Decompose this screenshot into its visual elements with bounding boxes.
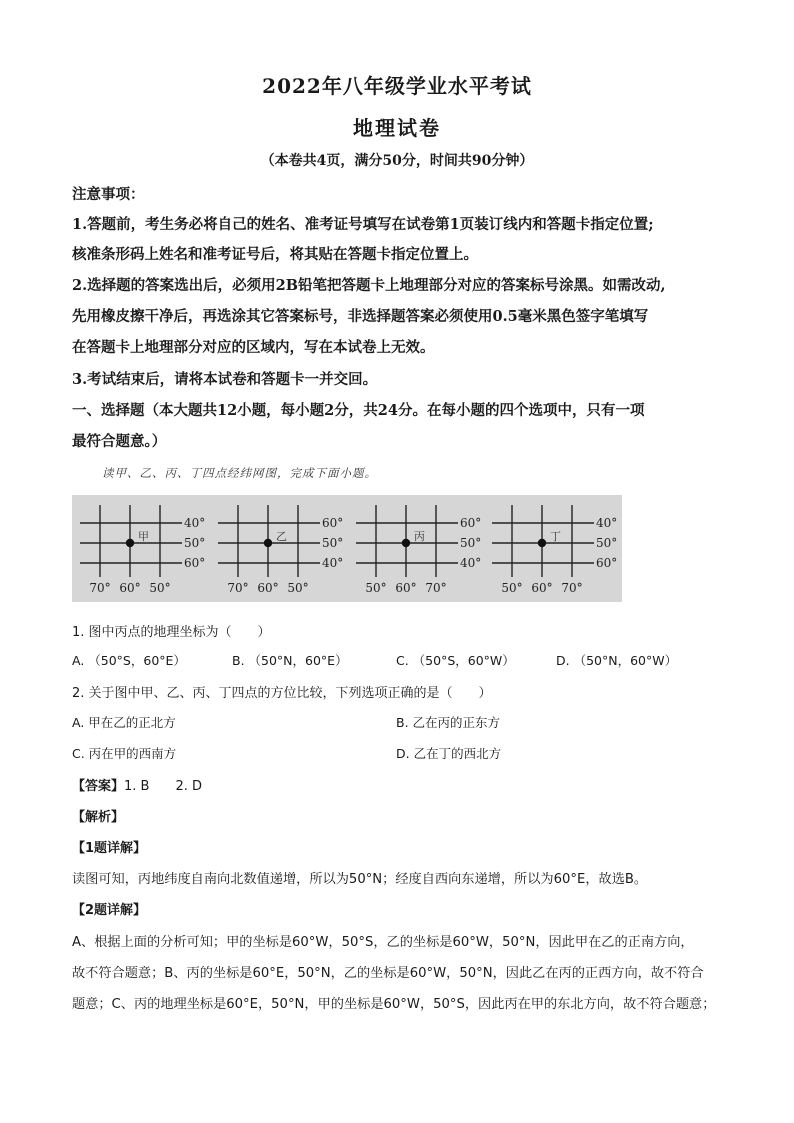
point-marker [126,539,134,547]
answer-values: 1. B 2. D [124,779,203,794]
latitude-label: 40° [184,516,206,530]
detail-2-line: A、根据上面的分析可知；甲的坐标是60°W，50°S，乙的坐标是60°W，50°N，因此甲在乙的正南方向， [72,935,694,950]
latitude-label: 60° [184,556,206,570]
notes-line: 核准条形码上姓名和准考证号后，将其贴在答题卡指定位置上。 [72,246,478,263]
point-label: 甲 [138,530,149,543]
q2-option-d: D. 乙在丁的西北方 [396,746,502,761]
notes-line: 在答题卡上地理部分对应的区域内，写在本试卷上无效。 [72,339,435,356]
longitude-label: 60° [119,581,141,595]
latitude-label: 40° [596,516,618,530]
exam-info: （本卷共4页，满分50分，时间共90分钟） [260,153,534,169]
longitude-label: 60° [257,581,279,595]
latitude-label: 60° [596,556,618,570]
graticule-svg [72,495,622,602]
detail-2-line: 题意；C、丙的地理坐标是60°E，50°N，甲的坐标是60°W，50°S，因此丙在甲的东北方向，故不符合题意； [72,997,716,1012]
notes-line: 1.答题前，考生务必将自己的姓名、准考证号填写在试卷第1页装订线内和答题卡指定位置; [72,216,654,233]
detail-2-title: 【2题详解】 [72,903,147,918]
graticule-figure [72,495,622,602]
longitude-label: 50° [149,581,171,595]
longitude-label: 50° [501,581,523,595]
latitude-label: 50° [322,536,344,550]
q1-option-b: B. （50°N，60°E） [232,653,348,668]
point-label: 乙 [276,530,287,543]
longitude-label: 60° [395,581,417,595]
question-intro: 读甲、乙、丙、丁四点经纬网图，完成下面小题。 [102,466,377,480]
exam-title: 2022年八年级学业水平考试 [262,74,532,98]
longitude-label: 70° [89,581,111,595]
latitude-label: 60° [460,516,482,530]
question-2-stem: 2. 关于图中甲、乙、丙、丁四点的方位比较，下列选项正确的是（ ） [72,686,492,701]
subject-title: 地理试卷 [353,116,441,140]
q2-option-c: C. 丙在甲的西南方 [72,746,177,761]
latitude-label: 50° [596,536,618,550]
point-marker [264,539,272,547]
section-heading-cont: 最符合题意。） [72,433,167,450]
question-1-stem: 1. 图中丙点的地理坐标为（ ） [72,625,271,640]
longitude-label: 70° [227,581,249,595]
detail-2-line: 故不符合题意；B、丙的坐标是60°E，50°N，乙的坐标是60°W，50°N，因此乙在丙的正西方向，故不符合 [72,966,704,981]
longitude-label: 50° [287,581,309,595]
notes-line: 3.考试结束后，请将本试卷和答题卡一并交回。 [72,371,378,388]
q1-option-c: C. （50°S，60°W） [396,653,515,668]
point-marker [402,539,410,547]
longitude-label: 60° [531,581,553,595]
q1-option-a: A. （50°S，60°E） [72,653,186,668]
latitude-label: 40° [460,556,482,570]
longitude-label: 50° [365,581,387,595]
q2-option-b: B. 乙在丙的正东方 [396,715,501,730]
q1-option-d: D. （50°N，60°W） [556,653,678,668]
longitude-label: 70° [561,581,583,595]
q2-option-a: A. 甲在乙的正北方 [72,715,176,730]
answer-line [72,775,202,794]
point-label: 丙 [414,530,425,543]
latitude-label: 40° [322,556,344,570]
detail-1-title: 【1题详解】 [72,841,147,856]
point-label: 丁 [550,530,561,543]
notes-heading: 注意事项： [72,186,145,203]
analysis-label: 【解析】 [72,810,125,825]
latitude-label: 50° [184,536,206,550]
latitude-label: 50° [460,536,482,550]
answer-label: 【答案】 [72,779,125,794]
detail-1-text: 读图可知，丙地纬度自南向北数值递增，所以为50°N；经度自西向东递增，所以为60°E，故选B。 [72,872,648,887]
latitude-label: 60° [322,516,344,530]
notes-line: 先用橡皮擦干净后，再选涂其它答案标号，非选择题答案必须使用0.5毫米黑色签字笔填写 [72,308,649,325]
point-marker [538,539,546,547]
notes-line: 2.选择题的答案选出后，必须用2B铅笔把答题卡上地理部分对应的答案标号涂黑。如需改动, [72,277,666,294]
section-heading: 一、选择题（本大题共12小题，每小题2分，共24分。在每小题的四个选项中，只有一项 [72,402,645,419]
longitude-label: 70° [425,581,447,595]
